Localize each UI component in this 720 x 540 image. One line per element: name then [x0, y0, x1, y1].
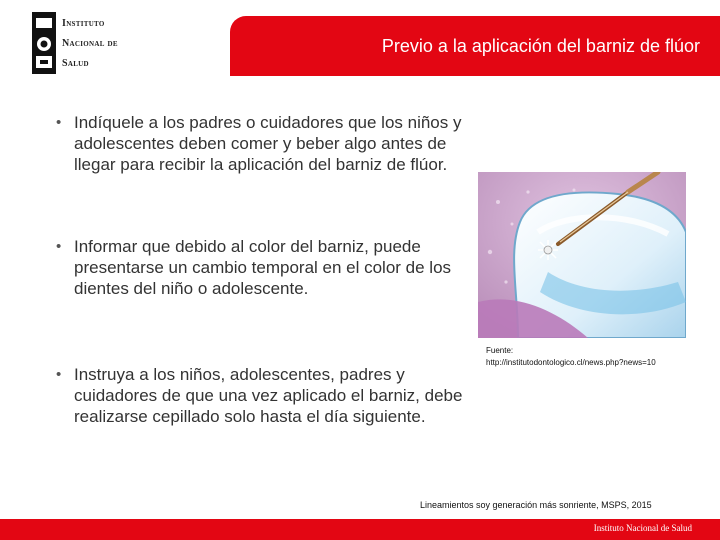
source-url[interactable]: http://institutodontologico.cl/news.php?news=10 [486, 358, 656, 367]
footer-text: Instituto Nacional de Salud [593, 523, 692, 533]
bullet-dot: • [56, 238, 62, 255]
bullet-item-3 [52, 364, 474, 427]
bullet-item-2 [52, 236, 474, 299]
tooth-varnish-image [478, 172, 686, 338]
bullet-text-1: Indíquele a los padres o cuidadores que los niños y adolescentes deben comer y beber algo antes de llegar para recibir la aplicación del barniz de flúor. [74, 113, 462, 174]
ins-logo [32, 12, 152, 74]
logo-line-1: Instituto [62, 18, 105, 29]
footnote: Lineamientos soy generación más sonriente, MSPS, 2015 [420, 500, 652, 510]
logo-line-2: Nacional de [62, 38, 118, 49]
ins-logo-icon [32, 12, 56, 74]
title-bar [230, 16, 720, 76]
bullet-item-1 [52, 112, 474, 175]
logo-line-3: Salud [62, 58, 89, 69]
footer-bar [0, 519, 720, 540]
slide-title: Previo a la aplicación del barniz de flúor [381, 35, 700, 56]
bullet-dot: • [56, 366, 62, 383]
bullet-text-2: Informar que debido al color del barniz, puede presentarse un cambio temporal en el color de los dientes del niño o adolescente. [74, 237, 452, 298]
bullet-text-3: Instruya a los niños, adolescentes, padres y cuidadores de que una vez aplicado el barniz, debe realizarse cepillado solo hasta el día siguiente. [74, 365, 463, 426]
source-label: Fuente: [486, 346, 514, 355]
image-source [486, 345, 716, 369]
bullet-dot: • [56, 114, 62, 131]
ins-logo-text [62, 14, 118, 74]
tooth-varnish-brush-illustration [478, 172, 686, 338]
